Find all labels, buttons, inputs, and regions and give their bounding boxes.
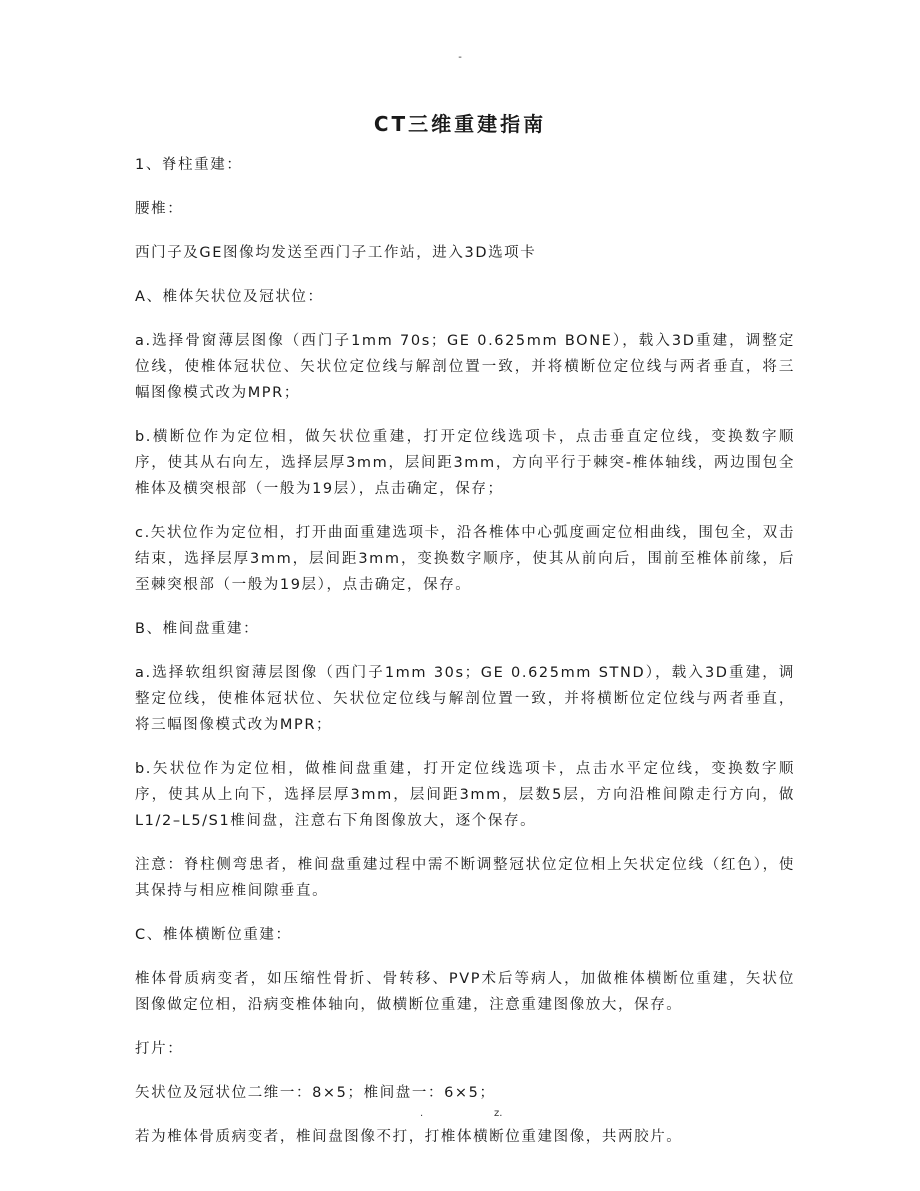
paragraph-note: 注意：脊柱侧弯患者，椎间盘重建过程中需不断调整冠状位定位相上矢状定位线（红色），使其保持与相应椎间隙垂直。 [135,857,795,899]
heading-disc: B、椎间盘重建： [135,621,260,637]
paragraph-step-b: b.横断位作为定位相，做矢状位重建，打开定位线选项卡，点击垂直定位线，变换数字顺序，使其从右向左，选择层厚3mm，层间距3mm，方向平行于棘突-椎体轴线，两边围包全椎体及横突根部（一般为19层），点击确定，保存； [135,429,795,497]
paragraph-workstation: 西门子及GE图像均发送至西门子工作站，进入3D选项卡 [135,245,537,261]
subsection-lumbar: 腰椎： [135,201,184,217]
page-title: CT三维重建指南 [373,112,547,136]
footer-right-mark: z. [494,1108,503,1119]
section-heading-spine: 1、脊柱重建： [135,157,243,173]
page-footer [0,1108,920,1124]
paragraph-print-layout: 矢状位及冠状位二维一：8×5；椎间盘一：6×5； [135,1085,496,1101]
header-mark: - [458,52,462,63]
paragraph-step-a: a.选择骨窗薄层图像（西门子1mm 70s；GE 0.625mm BONE），载入3D重建，调整定位线，使椎体冠状位、矢状位定位线与解剖位置一致，并将横断位定位线与两者垂直，将三幅图像模式改为MPR； [135,333,795,401]
heading-printing: 打片： [135,1041,184,1057]
document-body [135,152,795,1168]
heading-axial: C、椎体横断位重建： [135,927,292,943]
paragraph-disc-step-b: b.矢状位作为定位相，做椎间盘重建，打开定位线选项卡，点击水平定位线，变换数字顺序，使其从上向下，选择层厚3mm，层间距3mm，层数5层，方向沿椎间隙走行方向，做L1/2–L5/S1椎间盘，注意右下角图像放大，逐个保存。 [135,761,795,829]
paragraph-print-lesion: 若为椎体骨质病变者，椎间盘图像不打，打椎体横断位重建图像，共两胶片。 [135,1129,683,1145]
paragraph-axial: 椎体骨质病变者，如压缩性骨折、骨转移、PVP术后等病人，加做椎体横断位重建，矢状位图像做定位相，沿病变椎体轴向，做横断位重建，注意重建图像放大，保存。 [135,971,795,1013]
footer-left-mark: . [420,1108,424,1119]
paragraph-disc-step-a: a.选择软组织窗薄层图像（西门子1mm 30s；GE 0.625mm STND），载入3D重建，调整定位线，使椎体冠状位、矢状位定位线与解剖位置一致，并将横断位定位线与两者垂直，将三幅图像模式改为MPR； [135,665,795,733]
heading-sagittal-coronal: A、椎体矢状位及冠状位： [135,289,324,305]
paragraph-step-c: c.矢状位作为定位相，打开曲面重建选项卡，沿各椎体中心弧度画定位相曲线，围包全，双击结束，选择层厚3mm，层间距3mm，变换数字顺序，使其从前向后，围前至椎体前缘，后至棘突根部（一般为19层），点击确定，保存。 [135,525,795,593]
